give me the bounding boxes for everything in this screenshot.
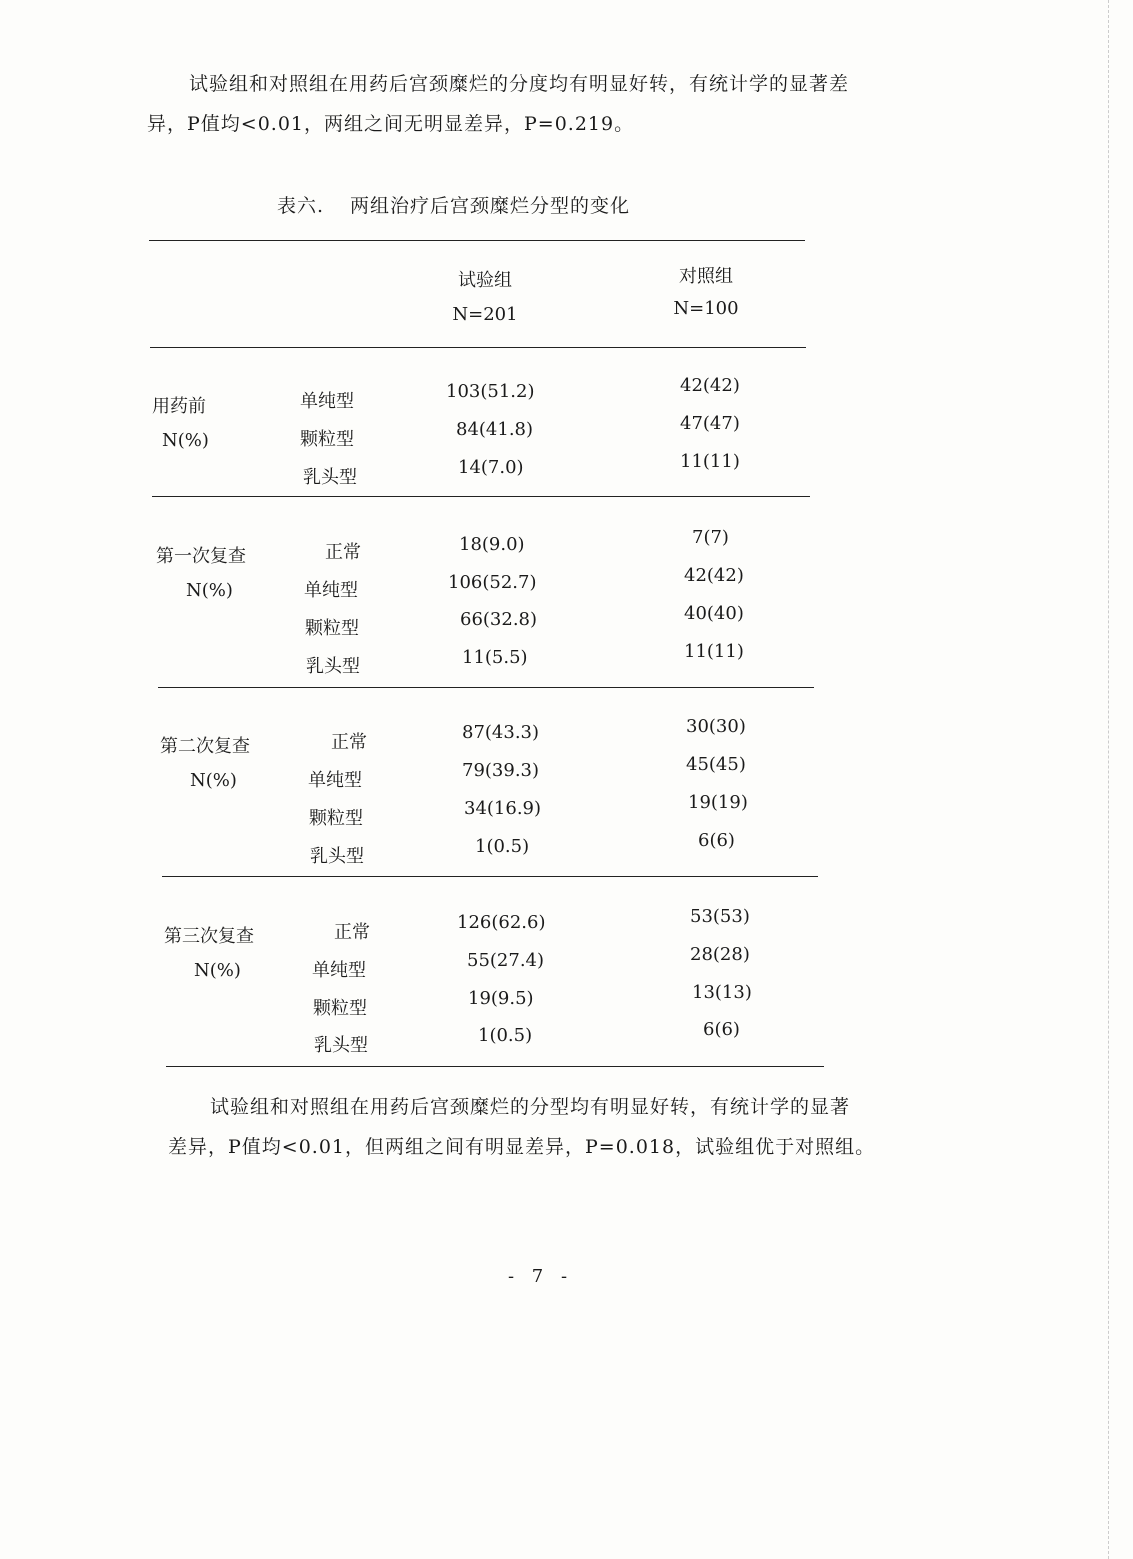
trial-value: 18(9.0): [459, 534, 525, 555]
control-value: 30(30): [686, 716, 746, 737]
row-type: 颗粒型: [309, 808, 363, 829]
column-header-control-n: N=100: [673, 298, 739, 319]
control-value: 11(11): [684, 641, 744, 662]
row-type: 乳头型: [314, 1035, 368, 1056]
header-rule: [150, 347, 806, 348]
group-rule: [152, 496, 810, 497]
trial-value: 126(62.6): [457, 912, 546, 933]
control-value: 42(42): [684, 565, 744, 586]
group-rule: [158, 687, 814, 688]
scan-edge-line: [1108, 0, 1109, 1559]
trial-value: 11(5.5): [462, 647, 528, 668]
control-value: 45(45): [686, 754, 746, 775]
trial-value: 87(43.3): [462, 722, 540, 743]
control-value: 47(47): [680, 413, 740, 434]
trial-value: 84(41.8): [456, 419, 534, 440]
row-type: 单纯型: [300, 391, 354, 412]
trial-value: 103(51.2): [446, 381, 535, 402]
group-unit: N(%): [186, 580, 233, 601]
paragraph-line: 异，P值均<0.01，两组之间无明显差异，P=0.219。: [147, 113, 635, 135]
trial-value: 1(0.5): [478, 1025, 533, 1046]
trial-value: 34(16.9): [464, 798, 542, 819]
row-type: 正常: [331, 732, 367, 753]
group-label: 第一次复查: [156, 546, 246, 567]
paragraph-line: 试验组和对照组在用药后宫颈糜烂的分度均有明显好转，有统计学的显著差: [189, 73, 850, 95]
row-type: 单纯型: [304, 580, 358, 601]
page-number: - 7 -: [508, 1266, 574, 1287]
trial-value: 106(52.7): [448, 572, 537, 593]
table-top-rule: [149, 240, 805, 241]
table-title-number: 表六.: [277, 195, 325, 217]
control-value: 19(19): [688, 792, 748, 813]
trial-value: 66(32.8): [460, 609, 538, 630]
trial-value: 19(9.5): [468, 988, 534, 1009]
trial-value: 14(7.0): [458, 457, 524, 478]
control-value: 6(6): [698, 830, 735, 851]
table-title-text: 两组治疗后宫颈糜烂分型的变化: [350, 195, 631, 217]
row-type: 颗粒型: [300, 429, 354, 450]
trial-value: 1(0.5): [475, 836, 530, 857]
group-label: 用药前: [152, 396, 206, 417]
group-unit: N(%): [190, 770, 237, 791]
control-value: 28(28): [690, 944, 750, 965]
column-header-trial: 试验组: [458, 270, 512, 291]
control-value: 6(6): [703, 1019, 740, 1040]
paragraph-bottom: [168, 1087, 875, 1167]
column-header-trial-n: N=201: [452, 304, 518, 325]
column-header-control: 对照组: [679, 266, 733, 287]
control-value: 53(53): [690, 906, 750, 927]
group-unit: N(%): [162, 430, 209, 451]
group-label: 第二次复查: [160, 736, 250, 757]
row-type: 正常: [325, 542, 361, 563]
control-value: 40(40): [684, 603, 744, 624]
group-rule: [162, 876, 818, 877]
control-value: 13(13): [692, 982, 752, 1003]
paragraph-line: 差异，P值均<0.01，但两组之间有明显差异，P=0.018，试验组优于对照组。: [168, 1136, 876, 1158]
row-type: 乳头型: [310, 846, 364, 867]
group-unit: N(%): [194, 960, 241, 981]
table-title: [277, 191, 630, 218]
paragraph-top: [147, 64, 849, 144]
row-type: 颗粒型: [313, 998, 367, 1019]
row-type: 单纯型: [308, 770, 362, 791]
row-type: 颗粒型: [305, 618, 359, 639]
table-bottom-rule: [166, 1066, 824, 1067]
row-type: 正常: [334, 922, 370, 943]
row-type: 乳头型: [303, 467, 357, 488]
row-type: 单纯型: [312, 960, 366, 981]
trial-value: 55(27.4): [467, 950, 545, 971]
trial-value: 79(39.3): [462, 760, 540, 781]
group-label: 第三次复查: [164, 926, 254, 947]
control-value: 11(11): [680, 451, 740, 472]
paragraph-line: 试验组和对照组在用药后宫颈糜烂的分型均有明显好转，有统计学的显著: [210, 1096, 851, 1118]
control-value: 7(7): [692, 527, 729, 548]
row-type: 乳头型: [306, 656, 360, 677]
control-value: 42(42): [680, 375, 740, 396]
